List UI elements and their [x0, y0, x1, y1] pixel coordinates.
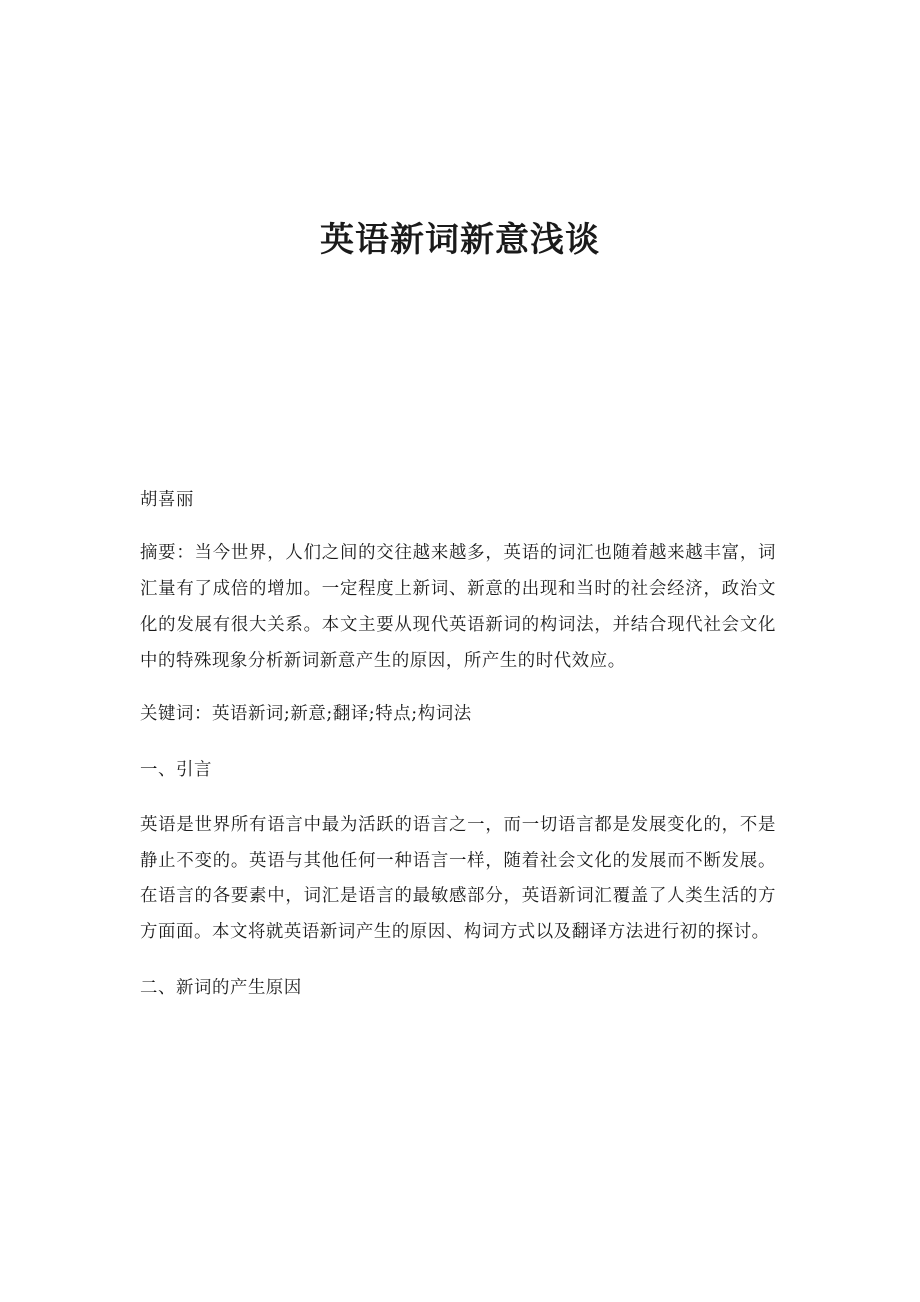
document-body: [140, 482, 776, 1026]
abstract-paragraph: 摘要：当今世界，人们之间的交往越来越多，英语的词汇也随着越来越丰富，词汇量有了成倍的增加。一定程度上新词、新意的出现和当时的社会经济，政治文化的发展有很大关系。本文主要从现代英语新词的构词法，并结合现代社会文化中的特殊现象分析新词新意产生的原因，所产生的时代效应。: [140, 543, 776, 671]
keywords-line: 关键词：英语新词;新意;翻译;特点;构词法: [140, 704, 472, 724]
section-heading-introduction: 一、引言: [140, 760, 212, 780]
introduction-paragraph: 英语是世界所有语言中最为活跃的语言之一，而一切语言都是发展变化的，不是静止不变的。英语与其他任何一种语言一样，随着社会文化的发展而不断发展。在语言的各要素中，词汇是语言的最敏感部分，英语新词汇覆盖了人类生活的方方面面。本文将就英语新词产生的原因、构词方式以及翻译方法进行初的探讨。: [140, 815, 776, 942]
section-heading-causes: 二、新词的产生原因: [140, 978, 302, 998]
author-name: 胡喜丽: [140, 490, 194, 510]
document-title: 英语新词新意浅谈: [320, 220, 600, 260]
